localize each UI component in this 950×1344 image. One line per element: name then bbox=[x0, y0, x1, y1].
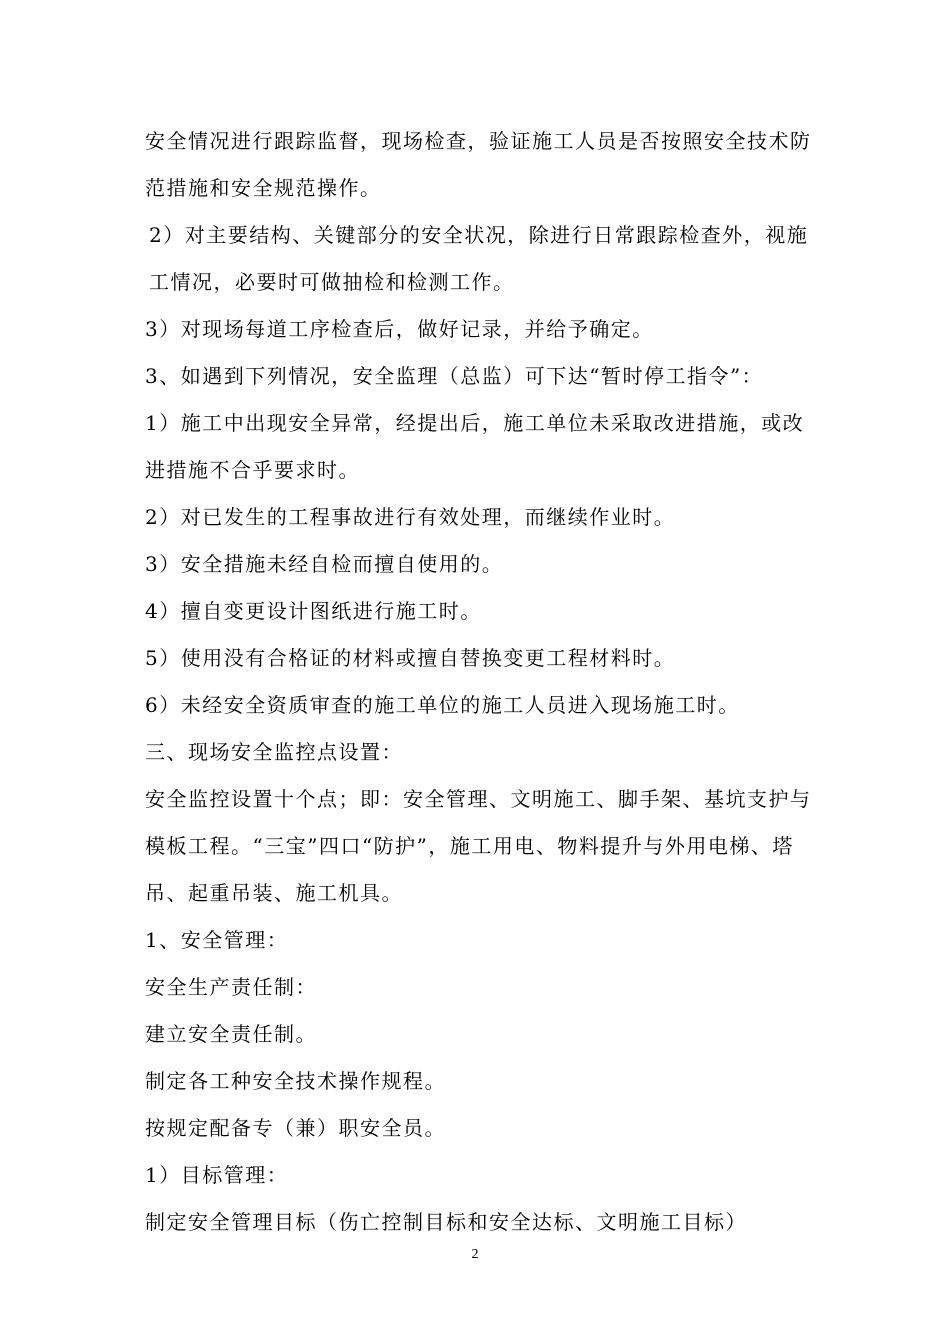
paragraph-stop-case-2: 2）对已发生的工程事故进行有效处理，而继续作业时。 bbox=[145, 505, 676, 529]
paragraph-stop-case-1: 1）施工中出现安全异常，经提出后，施工单位未采取改进措施，或改进措施不合乎要求时。 bbox=[145, 411, 805, 482]
paragraph-management-targets: 制定安全管理目标（伤亡控制目标和安全达标、文明施工目标） bbox=[145, 1210, 747, 1234]
paragraph-item-3-records: 3）对现场每道工序检查后，做好记录，并给予确定。 bbox=[145, 317, 654, 341]
paragraph-ten-points: 安全监控设置十个点；即：安全管理、文明施工、脚手架、基坑支护与模板工程。“三宝”四口“防护”，施工用电、物料提升与外用电梯、塔吊、起重吊装、施工机具。 bbox=[145, 787, 812, 905]
paragraph-safety-officer: 按规定配备专（兼）职安全员。 bbox=[145, 1116, 446, 1140]
paragraph-section-3-stop-order: 3、如遇到下列情况，安全监理（总监）可下达“暂时停工指令”： bbox=[145, 364, 764, 388]
section-heading-monitoring-points: 三、现场安全监控点设置： bbox=[145, 740, 403, 764]
document-body bbox=[145, 118, 817, 1246]
paragraph-establish-responsibility: 建立安全责任制。 bbox=[145, 1022, 317, 1046]
paragraph-stop-case-4: 4）擅自变更设计图纸进行施工时。 bbox=[145, 599, 482, 623]
page-number: 2 bbox=[471, 1247, 479, 1262]
paragraph-stop-case-6: 6）未经安全资质审查的施工单位的施工人员进入现场施工时。 bbox=[145, 693, 740, 717]
subheading-target-management: 1）目标管理： bbox=[145, 1163, 289, 1187]
paragraph-operating-procedures: 制定各工种安全技术操作规程。 bbox=[145, 1069, 446, 1093]
paragraph-stop-case-5: 5）使用没有合格证的材料或擅自替换变更工程材料时。 bbox=[145, 646, 676, 670]
paragraph-stop-case-3: 3）安全措施未经自检而擅自使用的。 bbox=[145, 552, 504, 576]
paragraph-item-2-key-parts: 2）对主要结构、关键部分的安全状况，除进行日常跟踪检查外，视施工情况，必要时可做抽检和检测工作。 bbox=[149, 223, 809, 294]
paragraph-responsibility-system: 安全生产责任制： bbox=[145, 975, 317, 999]
subheading-safety-management: 1、安全管理： bbox=[145, 928, 289, 952]
paragraph-supervision-continuation: 安全情况进行跟踪监督，现场检查，验证施工人员是否按照安全技术防范措施和安全规范操作。 bbox=[145, 129, 812, 200]
